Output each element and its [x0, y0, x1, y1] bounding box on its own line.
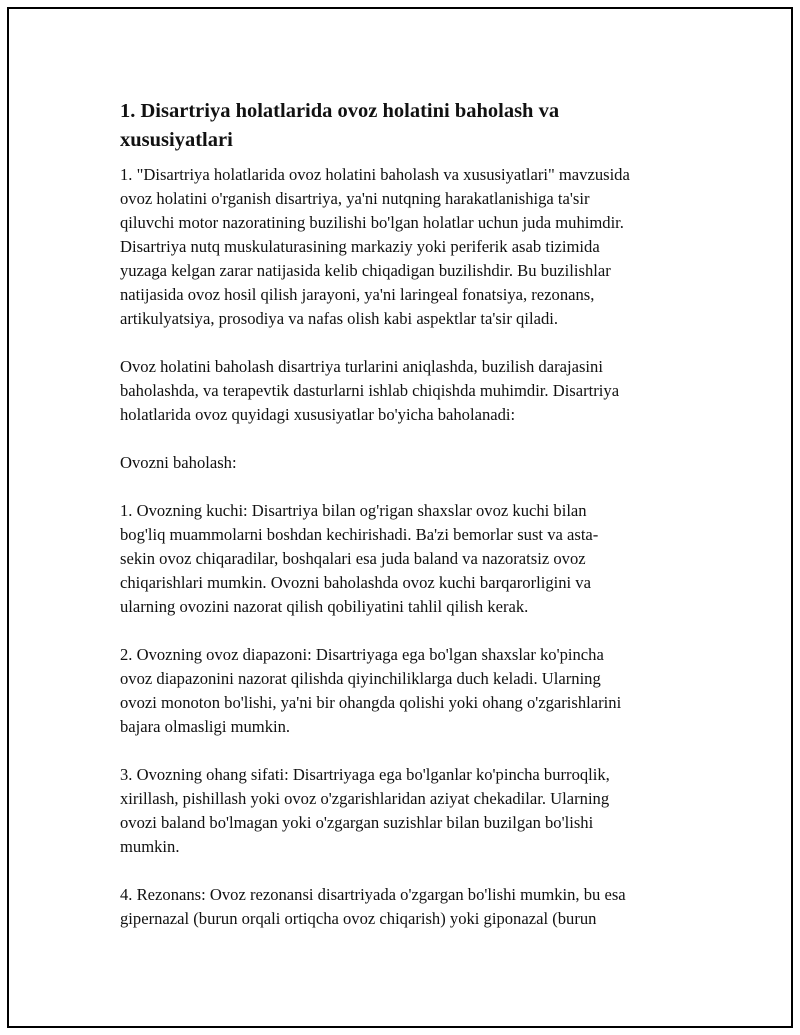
text-line: mumkin.: [120, 837, 180, 856]
paragraph-item-2: [120, 643, 700, 739]
text-line: baholashda, va terapevtik dasturlarni ishlab chiqishda muhimdir. Disartriya: [120, 381, 620, 400]
text-line: sekin ovoz chiqaradilar, boshqalari esa juda baland va nazoratsiz ovoz: [120, 549, 586, 568]
text-line: Disartriya nutq muskulaturasining markaziy yoki periferik asab tizimida: [120, 237, 600, 256]
text-line: Ovoz holatini baholash disartriya turlarini aniqlashda, buzilish darajasini: [120, 357, 603, 376]
paragraph-intro: [120, 163, 700, 331]
text-line: xirillash, pishillash yoki ovoz o'zgarishlaridan aziyat chekadilar. Ularning: [120, 789, 610, 808]
text-line: ularning ovozini nazorat qilish qobiliyatini tahlil qilish kerak.: [120, 597, 529, 616]
paragraph-assessment: [120, 355, 700, 427]
title-line: xususiyatlari: [120, 129, 233, 151]
text-line: ovozi monoton bo'lishi, ya'ni bir ohangda qolishi yoki ohang o'zgarishlarini: [120, 693, 622, 712]
text-line: gipernazal (burun orqali ortiqcha ovoz chiqarish) yoki giponazal (burun: [120, 909, 597, 928]
text-line: 3. Ovozning ohang sifati: Disartriyaga ega bo'lganlar ko'pincha burroqlik,: [120, 765, 610, 784]
text-line: 1. "Disartriya holatlarida ovoz holatini baholash va xususiyatlari" mavzusida: [120, 165, 630, 184]
paragraph-item-3: [120, 763, 700, 859]
text-line: 4. Rezonans: Ovoz rezonansi disartriyada o'zgargan bo'lishi mumkin, bu esa: [120, 885, 626, 904]
text-line: bog'liq muammolarni boshdan kechirishadi. Ba'zi bemorlar sust va asta-: [120, 525, 599, 544]
text-line: ovozi baland bo'lmagan yoki o'zgargan suzishlar bilan buzilgan bo'lishi: [120, 813, 594, 832]
text-line: Ovozni baholash:: [120, 453, 237, 472]
text-line: ovoz diapazonini nazorat qilishda qiyinchiliklarga duch keladi. Ularning: [120, 669, 601, 688]
title-line: 1. Disartriya holatlarida ovoz holatini baholash va: [120, 100, 560, 122]
page-frame: [7, 7, 793, 1028]
text-line: qiluvchi motor nazoratining buzilishi bo'lgan holatlar uchun juda muhimdir.: [120, 213, 624, 232]
paragraph-subheading: [120, 451, 700, 475]
text-line: chiqarishlari mumkin. Ovozni baholashda ovoz kuchi barqarorligini va: [120, 573, 591, 592]
text-line: ovoz holatini o'rganish disartriya, ya'ni nutqning harakatlanishiga ta'sir: [120, 189, 590, 208]
text-line: artikulyatsiya, prosodiya va nafas olish kabi aspektlar ta'sir qiladi.: [120, 309, 559, 328]
text-line: 2. Ovozning ovoz diapazoni: Disartriyaga ega bo'lgan shaxslar ko'pincha: [120, 645, 604, 664]
text-line: holatlarida ovoz quyidagi xususiyatlar bo'yicha baholanadi:: [120, 405, 516, 424]
document-body: [120, 97, 700, 955]
text-line: natijasida ovoz hosil qilish jarayoni, ya'ni laringeal fonatsiya, rezonans,: [120, 285, 595, 304]
text-line: 1. Ovozning kuchi: Disartriya bilan og'rigan shaxslar ovoz kuchi bilan: [120, 501, 587, 520]
document-title: [120, 97, 700, 155]
paragraph-item-4: [120, 883, 700, 931]
text-line: yuzaga kelgan zarar natijasida kelib chiqadigan buzilishdir. Bu buzilishlar: [120, 261, 611, 280]
text-line: bajara olmasligi mumkin.: [120, 717, 291, 736]
paragraph-item-1: [120, 499, 700, 619]
